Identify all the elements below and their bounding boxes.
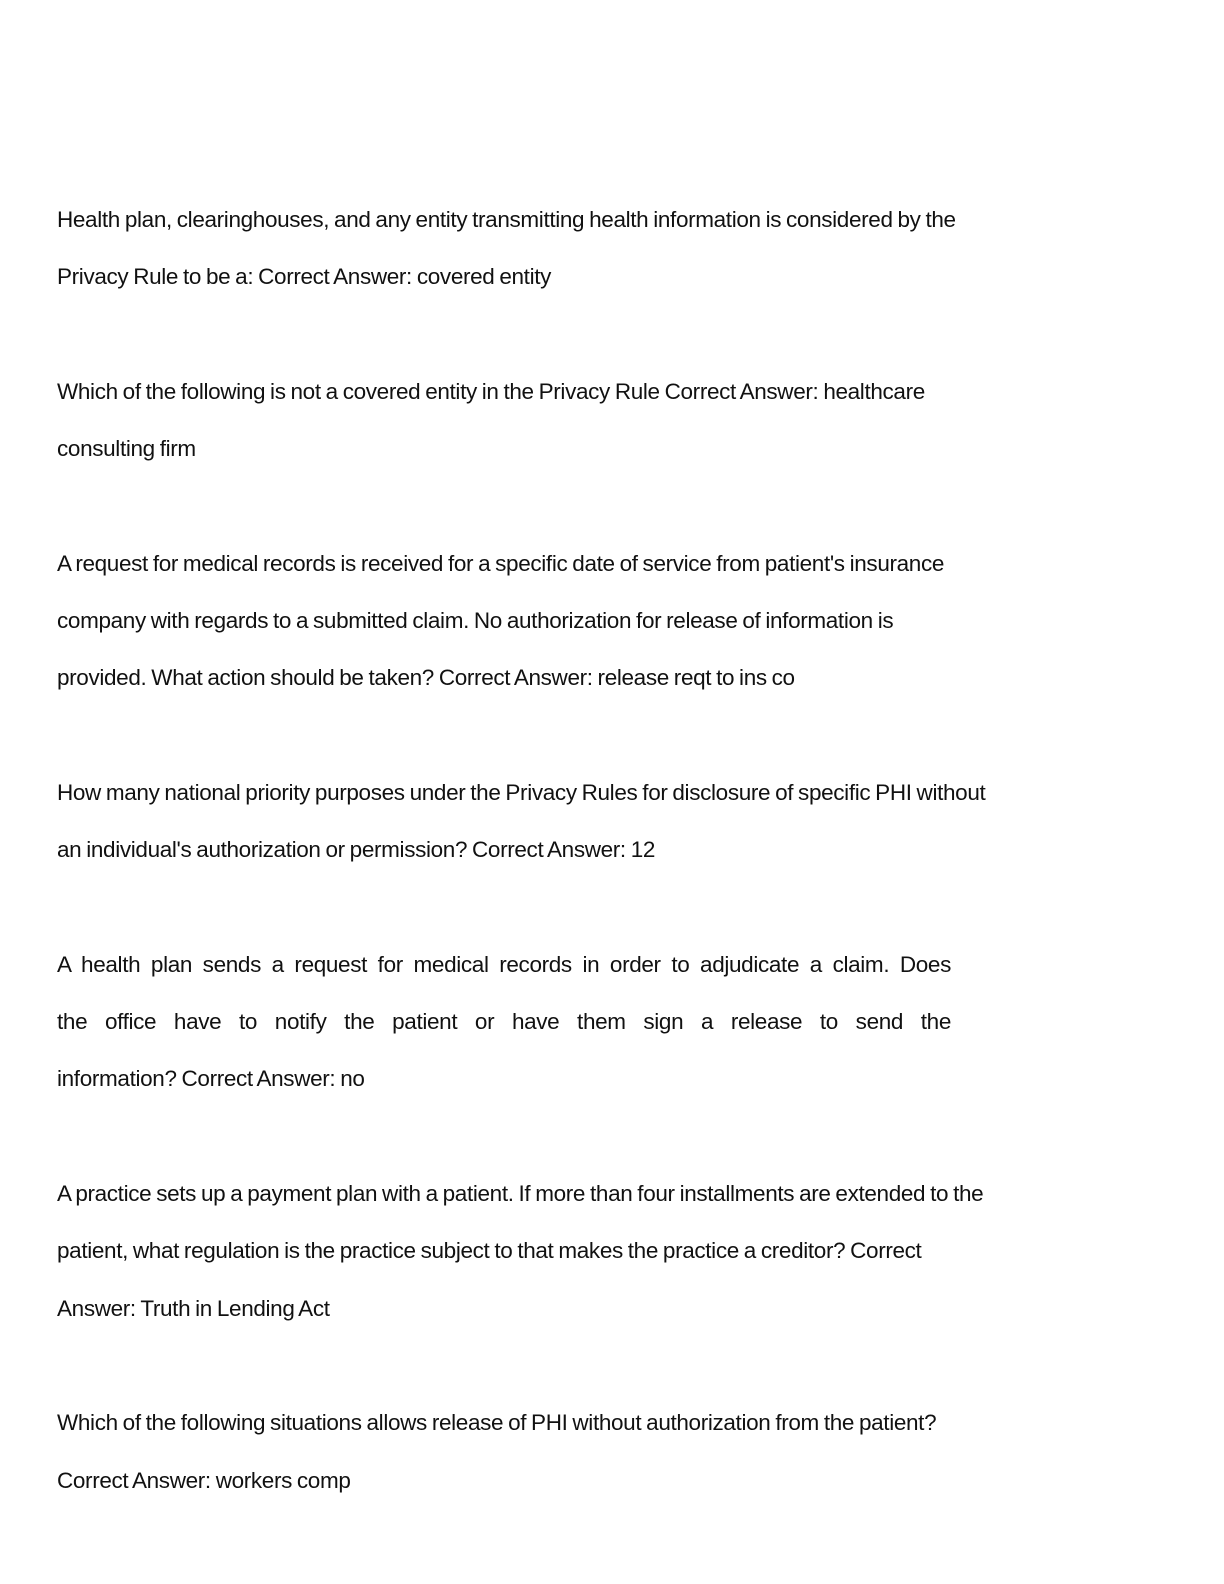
qa-item-release-phi: Which of the following situations allows release of PHI without authorization from the patient? Correct Answer: workers comp	[57, 1410, 937, 1493]
qa-item-records-request: A request for medical records is received for a specific date of service from patient's insurance company with regards to a submitted claim. No authorization for release of information is provided. What action should be taken? Correct Answer: release reqt to ins co	[57, 550, 945, 691]
qa-item-payment-plan: A practice sets up a payment plan with a patient. If more than four installments are extended to the patient, what regulation is the practice subject to that makes the practice a creditor? Correct Answer: Truth in Lending Act	[57, 1181, 984, 1321]
qa-line: A health plan sends a request for medical records in order to adjudicate a claim. Does	[57, 951, 951, 977]
document-content	[57, 191, 987, 1566]
qa-item-national-priority: How many national priority purposes under the Privacy Rules for disclosure of specific PHI without an individual's authorization or permission? Correct Answer: 12	[57, 779, 986, 863]
qa-item-health-plan-request	[57, 936, 951, 1108]
qa-line: information? Correct Answer: no	[57, 1066, 365, 1092]
qa-item-covered-entity: Health plan, clearinghouses, and any entity transmitting health information is considered by the Privacy Rule to be a: Correct Answer: covered entity	[57, 207, 956, 290]
qa-item-not-covered-entity: Which of the following is not a covered entity in the Privacy Rule Correct Answer: healthcare consulting firm	[57, 378, 925, 462]
qa-line: the office have to notify the patient or have them sign a release to send the	[57, 1009, 951, 1035]
